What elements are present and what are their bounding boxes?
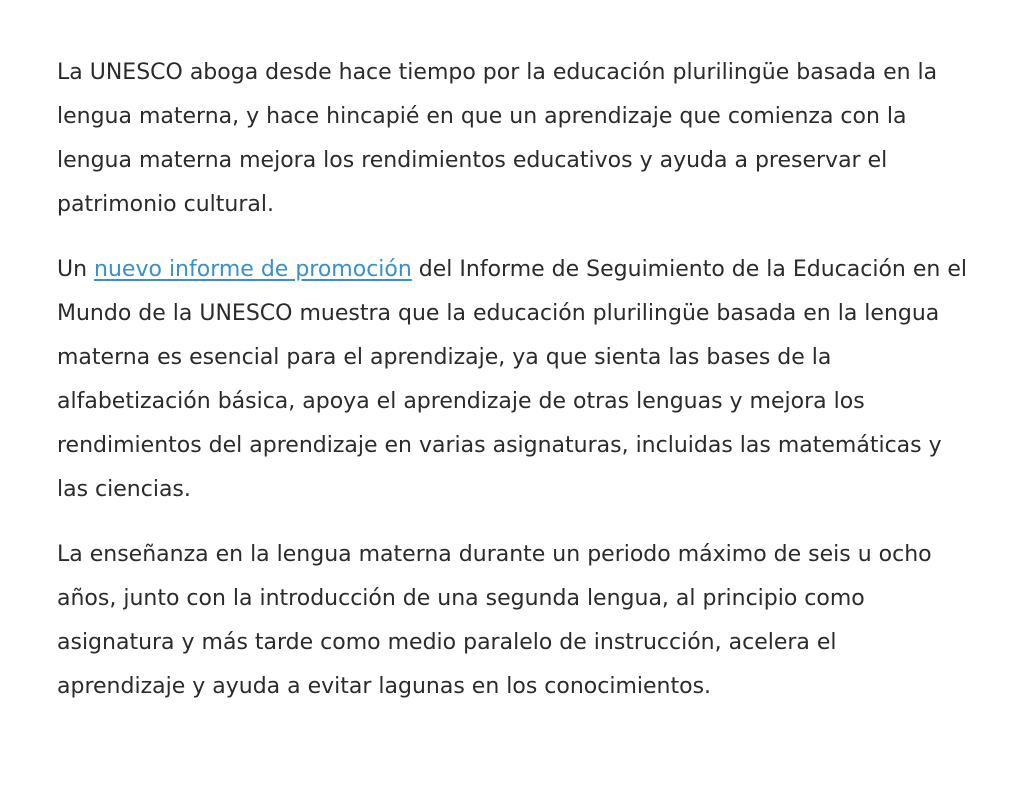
paragraph-report bbox=[57, 248, 967, 512]
article-body bbox=[57, 51, 967, 709]
report-link[interactable]: nuevo informe de promoción bbox=[94, 257, 412, 282]
paragraph-report-lead: Un bbox=[57, 257, 95, 282]
paragraph-intro: La UNESCO aboga desde hace tiempo por la educación plurilingüe basada en la lengua materna, y hace hincapié en que un aprendizaje que comienza con la lengua materna mejora los rendimientos educativos y ayuda a preservar el patrimonio cultural. bbox=[57, 60, 938, 217]
paragraph-teaching: La enseñanza en la lengua materna durante un periodo máximo de seis u ocho años, junto con la introducción de una segunda lengua, al principio como asignatura y más tarde como medio paralelo de instrucción, acelera el aprendizaje y ayuda a evitar lagunas en los conocimientos. bbox=[57, 542, 932, 699]
paragraph-report-rest: del Informe de Seguimiento de la Educación en el Mundo de la UNESCO muestra que la educación plurilingüe basada en la lengua materna es esencial para el aprendizaje, ya que sienta las bases de la alfabetización básica, apoya el aprendizaje de otras lenguas y mejora los rendimientos del aprendizaje en varias asignaturas, incluidas las matemáticas y las ciencias. bbox=[57, 257, 967, 502]
